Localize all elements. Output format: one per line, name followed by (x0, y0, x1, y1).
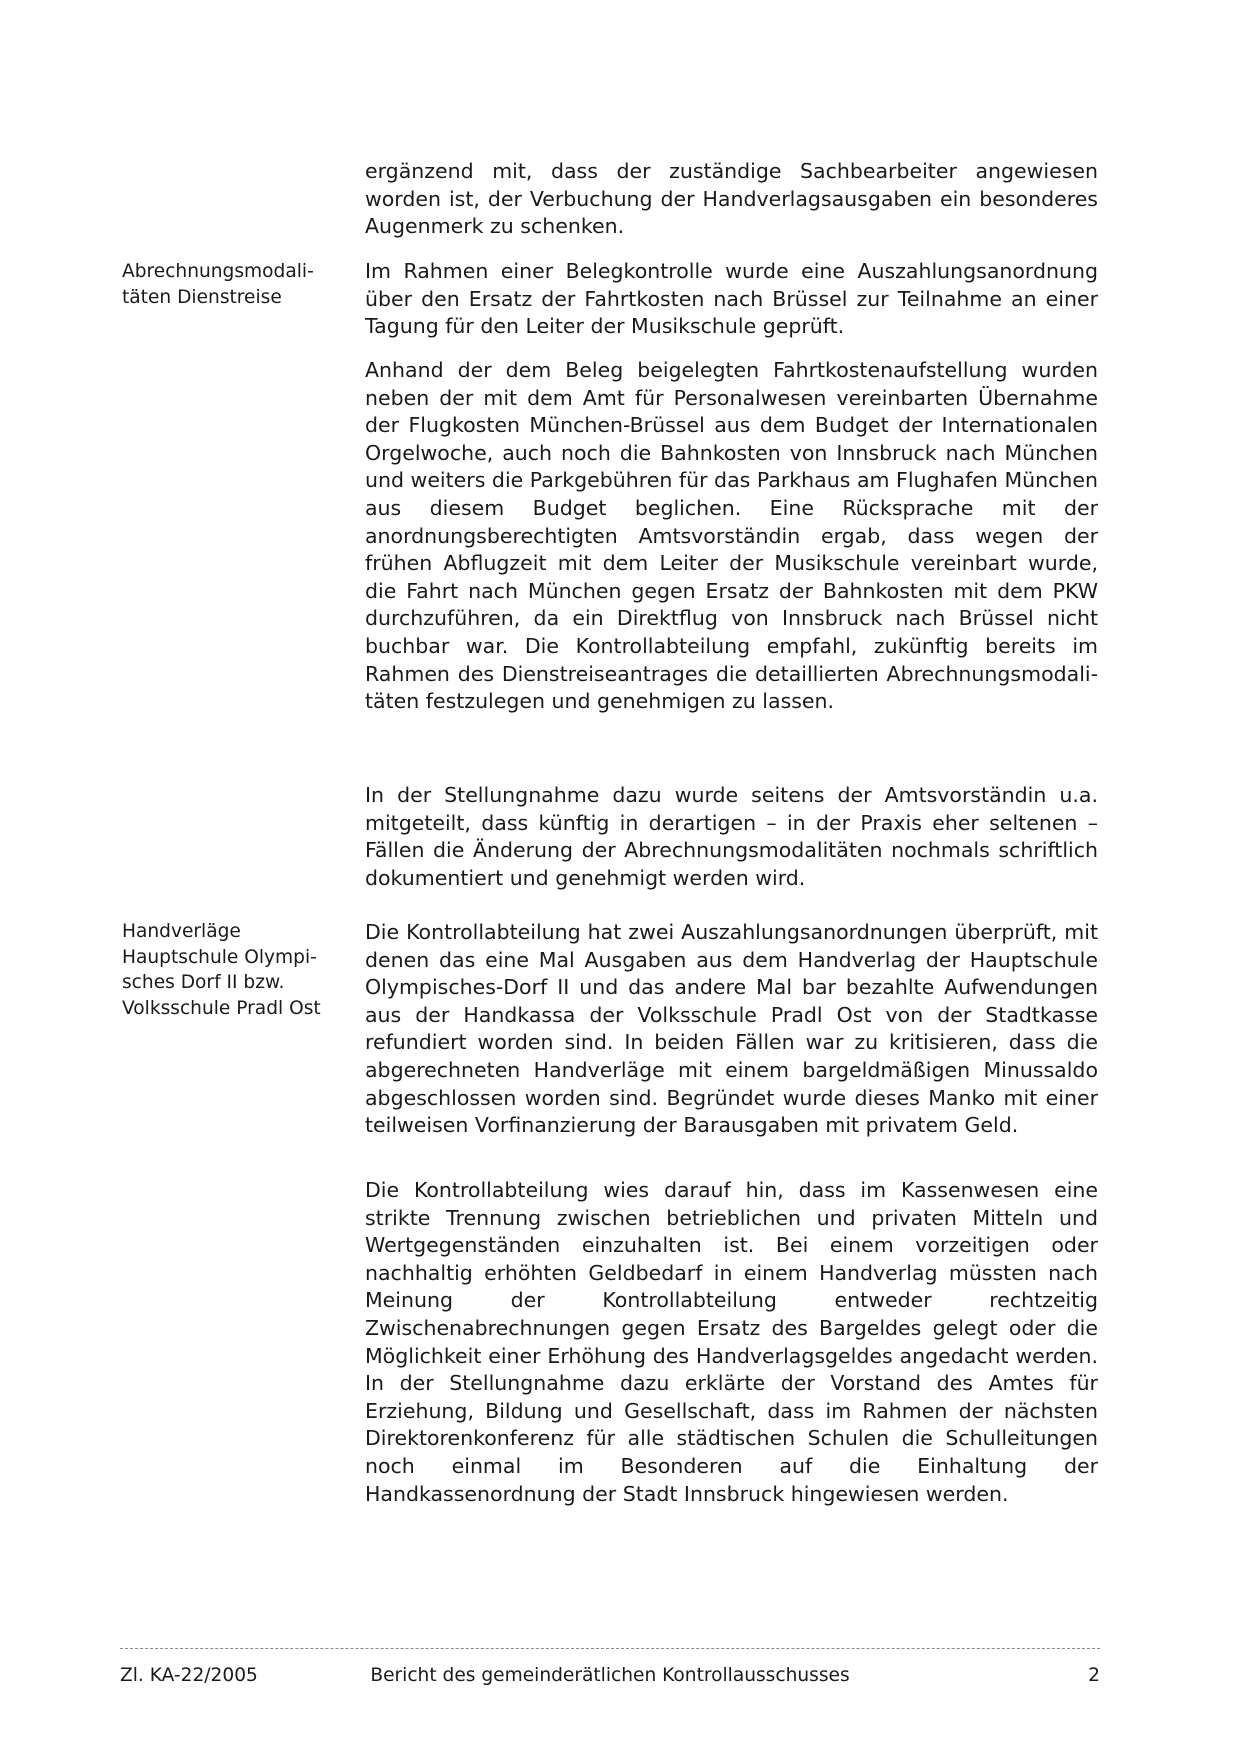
margin-heading-dienstreise (122, 259, 322, 310)
margin-heading-line: Volksschule Pradl Ost (122, 997, 321, 1019)
body-text-dienstreise-2 (365, 357, 1098, 716)
paragraph: Die Kontrollabteilung hat zwei Auszahlungsanordnungen überprüft, mit denen das eine Mal Ausgaben aus dem Handverlag der Hauptschule Olympisches-Dorf II und das andere Mal bar bezahlte Aufwendungen aus der Handkassa der Volksschule Pradl Ost von der Stadtkasse refundiert worden sind. In beiden Fällen war zu kritisieren, dass die abgerechneten Handverläge mit einem bargeldmäßigen Minussaldo abgeschlossen worden sind. Begründet wurde dieses Manko mit einer teilweisen Vorfinanzierung der Barausgaben mit privatem Geld. (365, 920, 1098, 1138)
body-text-dienstreise-3 (365, 782, 1098, 892)
body-text-dienstreise-1 (365, 258, 1098, 341)
margin-heading-line: Hauptschule Olympi- (122, 946, 317, 968)
footer-reference: Zl. KA-22/2005 (120, 1665, 258, 1686)
footer-divider (120, 1648, 1100, 1649)
footer-page-number: 2 (1088, 1665, 1100, 1686)
footer-report-title: Bericht des gemeinderätlichen Kontrollausschusses (370, 1665, 850, 1686)
paragraph: Anhand der dem Beleg beigelegten Fahrtkostenaufstellung wurden neben der mit dem Amt für Personalwesen vereinbarten Übernahme der Flugkosten München-Brüssel aus dem Budget der Internationalen Orgelwoche, auch noch die Bahnkosten von Innsbruck nach München und weiters die Parkgebühren für das Parkhaus am Flughafen München aus diesem Budget beglichen. Eine Rücksprache mit der anordnungsberechtigten Amtsvorständin ergab, dass wegen der frühen Abflugzeit mit dem Leiter der Musikschule vereinbart wurde, die Fahrt nach München gegen Ersatz der Bahnkosten mit dem PKW durchzuführen, da ein Direktflug von Innsbruck nach Brüssel nicht buchbar war. Die Kontrollabteilung empfahl, zukünftig bereits im Rahmen des Dienstreiseantrages die detaillierten Abrechnungsmodalitäten festzulegen und genehmigen zu lassen. (365, 358, 1098, 714)
margin-heading-handverlaege (122, 919, 322, 1021)
body-text-continuation (365, 158, 1098, 241)
body-text-handverlaege-2 (365, 1177, 1098, 1508)
margin-heading-line: Abrechnungsmodali- (122, 261, 314, 282)
body-text-handverlaege-1 (365, 919, 1098, 1140)
paragraph: In der Stellungnahme dazu wurde seitens der Amtsvorständin u.a. mitgeteilt, dass künftig in derartigen – in der Praxis eher seltenen – Fällen die Änderung der Abrechnungsmodalitäten nochmals schriftlich dokumentiert und genehmigt werden wird. (365, 783, 1098, 890)
margin-heading-line: Handverläge (122, 921, 241, 942)
margin-heading-line: sches Dorf II bzw. (122, 972, 285, 993)
paragraph: Im Rahmen einer Belegkontrolle wurde eine Auszahlungsanordnung über den Ersatz der Fahrtkosten nach Brüssel zur Teilnahme an einer Tagung für den Leiter der Musikschule geprüft. (365, 259, 1098, 339)
paragraph: ergänzend mit, dass der zuständige Sachbearbeiter angewiesen worden ist, der Verbuchung der Handverlagsausgaben ein besonderes Augenmerk zu schenken. (365, 159, 1098, 239)
page-footer (120, 1664, 1100, 1688)
paragraph: Die Kontrollabteilung wies darauf hin, dass im Kassenwesen eine strikte Trennung zwischen betrieblichen und privaten Mitteln und Wertgegenständen einzuhalten ist. Bei einem vorzeitigen oder nachhaltig erhöhten Geldbedarf in einem Handverlag müssten nach Meinung der Kontrollabteilung entweder rechtzeitig Zwischenabrechnungen gegen Ersatz des Bargeldes gelegt oder die Möglichkeit einer Erhöhung des Handverlagsgeldes angedacht werden. In der Stellungnahme dazu erklärte der Vorstand des Amtes für Erziehung, Bildung und Gesellschaft, dass im Rahmen der nächsten Direktorenkonferenz für alle städtischen Schulen die Schulleitungen noch einmal im Besonderen auf die Einhaltung der Handkassenordnung der Stadt Innsbruck hingewiesen werden. (365, 1178, 1098, 1506)
margin-heading-line: täten Dienstreise (122, 286, 282, 308)
